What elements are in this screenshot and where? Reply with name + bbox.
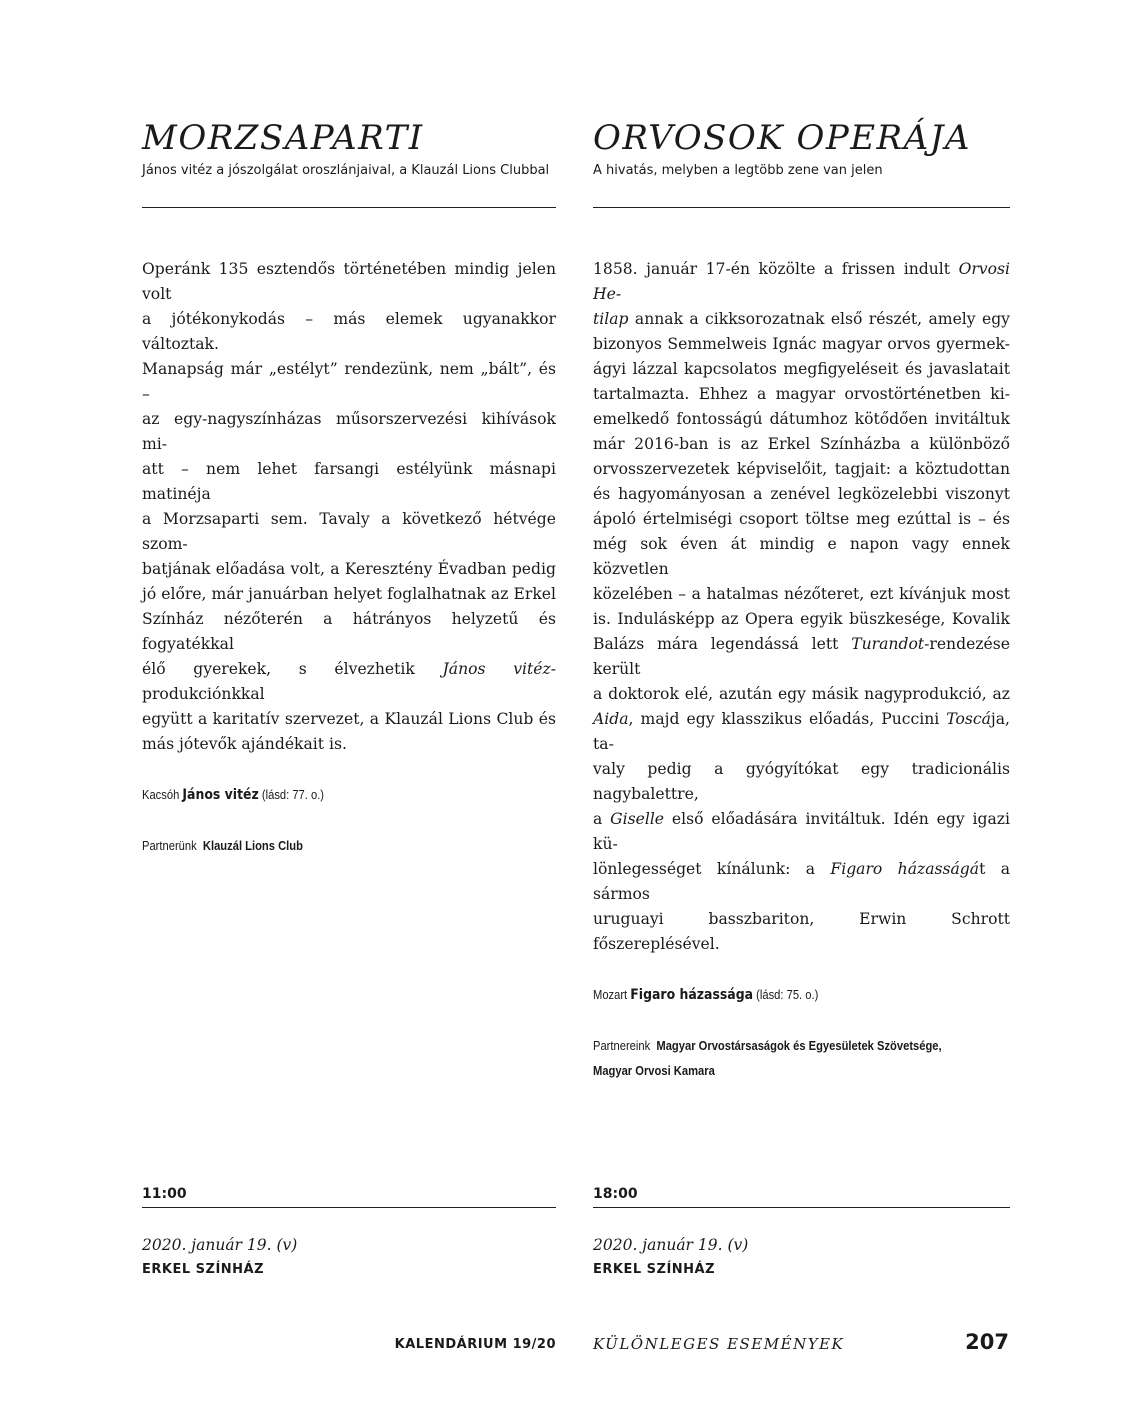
body-line: lönlegességet kínálunk: a Figaro házasságát a sármos — [593, 860, 1010, 903]
body-line: Aida, majd egy klasszikus előadás, Puccini Toscája, ta- — [593, 710, 1010, 753]
event-time: 11:00 — [142, 1186, 187, 1202]
body-line: Balázs mára legendássá lett Turandot-rendezése került — [593, 635, 1010, 678]
title-divider — [593, 207, 1010, 208]
event-date: 2020. január 19. (v) — [142, 1236, 298, 1254]
body-line: a jótékonykodás – más elemek ugyanakkor változtak. — [142, 310, 556, 353]
event-description — [142, 257, 556, 858]
partner-name: Magyar Orvosi Kamara — [593, 1063, 715, 1078]
body-line: Operánk 135 esztendős történetében mindig jelen volt — [142, 260, 556, 303]
body-line: att – nem lehet farsangi estélyünk másnapi matinéja — [142, 460, 556, 503]
body-line: ápoló értelmiségi csoport töltse meg ezúttal is – és — [593, 510, 1010, 528]
body-line: uruguayi basszbariton, Erwin Schrott főszereplésével. — [593, 910, 1010, 953]
body-line: emelkedő fontosságú dátumhoz kötődően invitáltuk — [593, 410, 1010, 428]
body-line: batjának előadása volt, a Keresztény Évadban pedig — [142, 560, 556, 578]
event-date: 2020. január 19. (v) — [593, 1236, 749, 1254]
body-line: ágyi lázzal kapcsolatos megfigyeléseit és javaslatait — [593, 360, 1010, 378]
footer-section: KÜLÖNLEGES ESEMÉNYEK — [593, 1335, 845, 1353]
body-line: jó előre, már januárban helyet foglalhatnak az Erkel — [142, 585, 556, 603]
body-line: tilap annak a cikksorozatnak első részét, amely egy — [593, 310, 1010, 328]
work-title-italic: János vitéz — [442, 660, 551, 678]
body-line: és hagyományosan a zenével legközelebbi viszonyt — [593, 485, 1010, 503]
body-line: 1858. január 17-én közölte a frissen indult Orvosi He- — [593, 260, 1010, 303]
time-divider — [142, 1207, 556, 1208]
body-line: élő gyerekek, s élvezhetik János vitéz-produkciónkkal — [142, 660, 556, 703]
body-line: együtt a karitatív szervezet, a Klauzál Lions Club és — [142, 710, 556, 728]
body-line: Színház nézőterén a hátrányos helyzetű és fogyatékkal — [142, 610, 556, 653]
body-line: a doktorok elé, azután egy másik nagyprodukció, az — [593, 685, 1010, 703]
work-title: János vitéz — [182, 787, 259, 803]
body-line: közelében – a hatalmas nézőteret, ezt kívánjuk most — [593, 585, 1010, 603]
body-line: is. Indulásképp az Opera egyik büszkesége, Kovalik — [593, 610, 1010, 628]
page-number: 207 — [965, 1330, 1009, 1354]
footer-publication: KALENDÁRIUM 19/20 — [394, 1337, 556, 1352]
work-credit: Mozart Figaro házassága (lásd: 75. o.) — [593, 987, 819, 1003]
event-subtitle: A hivatás, melyben a legtöbb zene van jelen — [593, 163, 883, 178]
work-credit: Kacsóh János vitéz (lásd: 77. o.) — [142, 787, 325, 803]
partner-credit: Partnerünk Klauzál Lions Club — [142, 838, 303, 853]
body-line: valy pedig a gyógyítókat egy tradicionális nagybalettre, — [593, 760, 1010, 803]
body-line: még sok éven át mindig e napon vagy ennek közvetlen — [593, 535, 1010, 578]
partner-credit: Partnereink Magyar Orvostársaságok és Egyesületek Szövetsége, — [593, 1038, 942, 1053]
event-subtitle: János vitéz a jószolgálat oroszlánjaival, a Klauzál Lions Clubbal — [142, 163, 550, 178]
event-title: MORZSAPARTI — [142, 118, 424, 158]
body-line: már 2016-ban is az Erkel Színházba a különböző — [593, 435, 1010, 453]
event-venue: ERKEL SZÍNHÁZ — [593, 1262, 716, 1277]
event-time: 18:00 — [593, 1186, 638, 1202]
body-line: bizonyos Semmelweis Ignác magyar orvos gyermek- — [593, 335, 1010, 353]
body-line: a Morzsaparti sem. Tavaly a következő hétvége szom- — [142, 510, 556, 553]
body-line: más jótevők ajándékait is. — [142, 735, 347, 753]
partner-name: Klauzál Lions Club — [202, 838, 303, 853]
body-line: tartalmazta. Ehhez a magyar orvostörténetben ki- — [593, 385, 1010, 403]
title-divider — [142, 207, 556, 208]
body-line: orvosszervezetek képviselőit, tagjait: a köztudottan — [593, 460, 1010, 478]
event-venue: ERKEL SZÍNHÁZ — [142, 1262, 265, 1277]
body-line: Manapság már „estélyt” rendezünk, nem „bált”, és – — [142, 360, 556, 403]
event-description — [593, 257, 1010, 1083]
partner-credit-continued — [593, 1058, 952, 1083]
body-line: az egy-nagyszínházas műsorszervezési kihívások mi- — [142, 410, 556, 453]
time-divider — [593, 1207, 1010, 1208]
body-line: a Giselle első előadására invitáltuk. Idén egy igazi kü- — [593, 810, 1010, 853]
event-title: ORVOSOK OPERÁJA — [593, 118, 971, 158]
partner-name: Magyar Orvostársaságok és Egyesületek Szövetsége, — [656, 1038, 942, 1053]
work-title: Figaro házassága — [630, 987, 754, 1003]
